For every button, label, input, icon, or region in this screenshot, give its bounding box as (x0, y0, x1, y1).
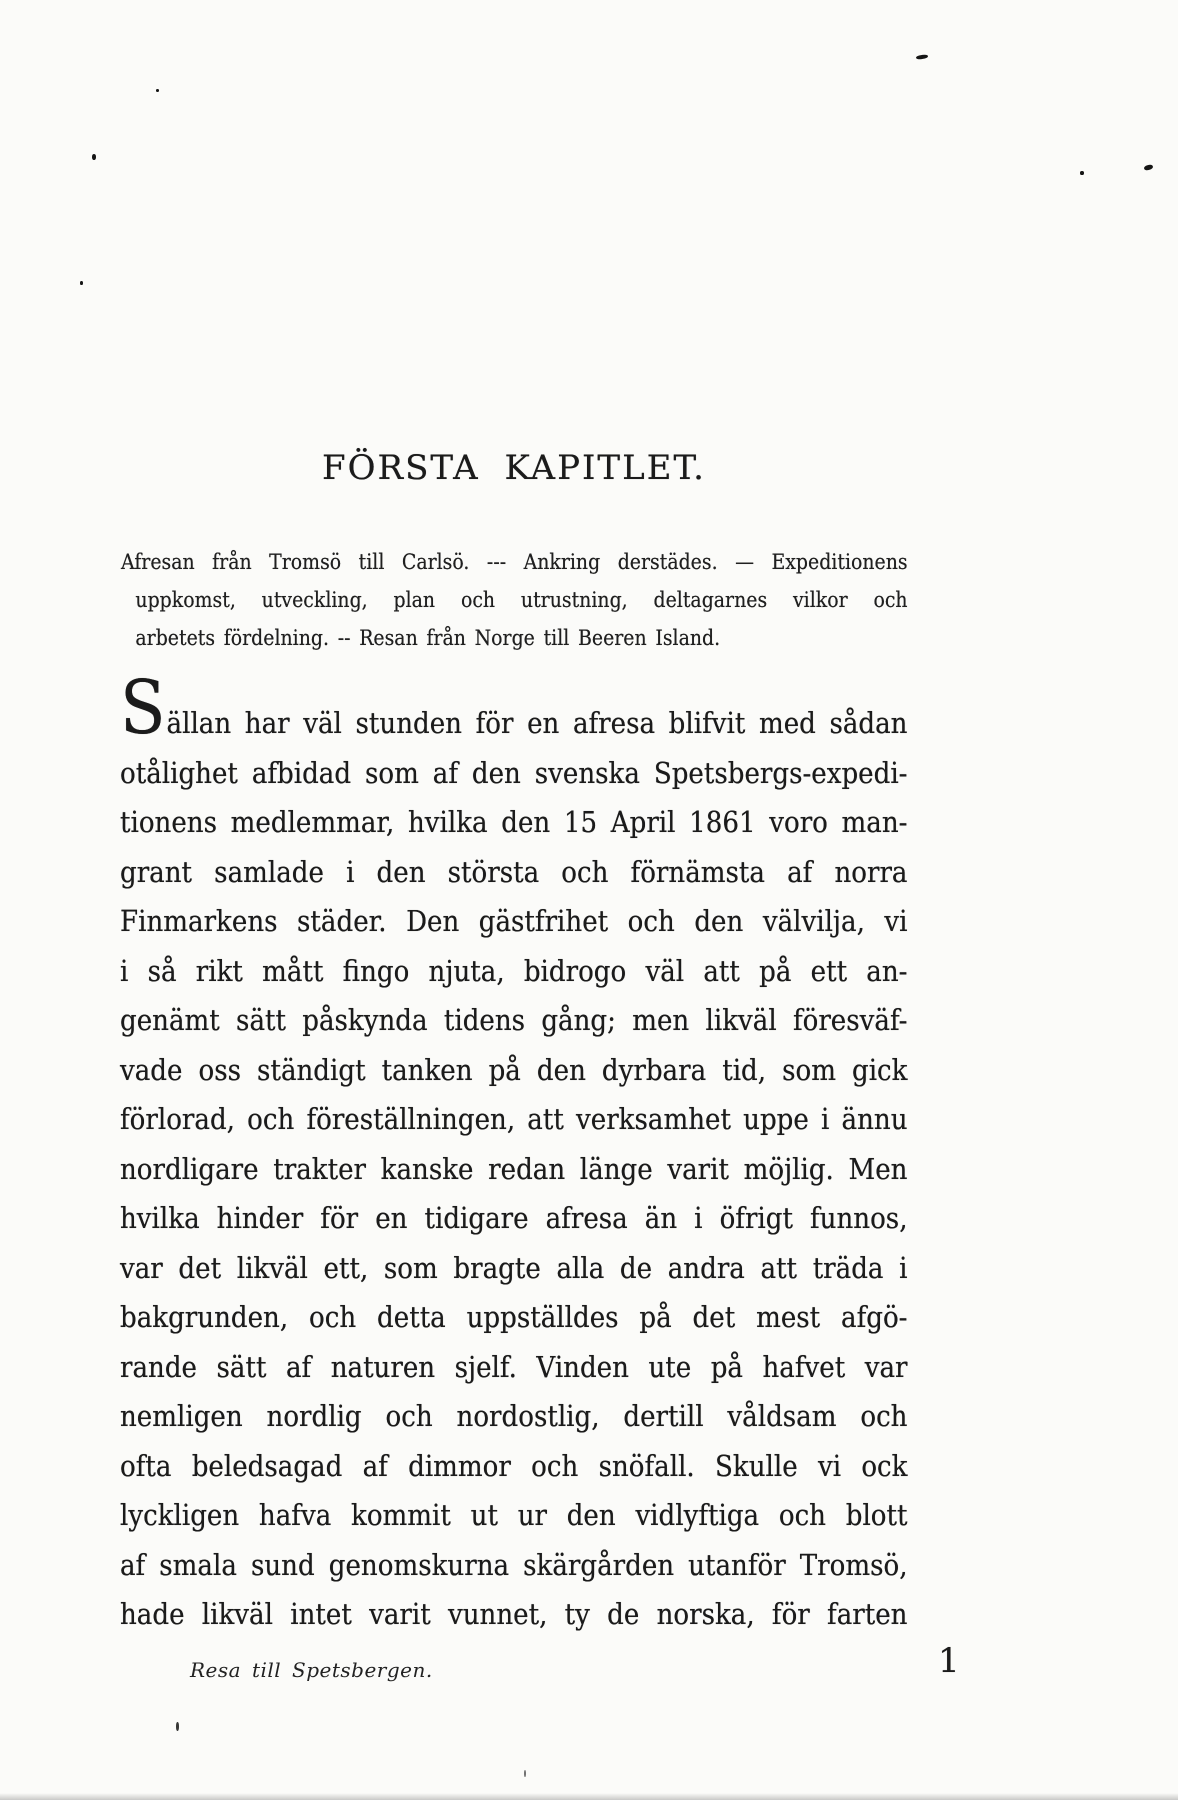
scan-speck (156, 89, 159, 92)
body-line: i så rikt mått fingo njuta, bidrogo väl att på ett an- (120, 953, 908, 988)
scan-speck (176, 1722, 179, 1731)
body-line: genämt sätt påskynda tidens gång; men likväl föresväf- (120, 1003, 908, 1037)
body-line: nemligen nordlig och nordostlig, dertill våldsam och (120, 1399, 908, 1433)
body-line: rande sätt af naturen sjelf. Vinden ute på hafvet var (120, 1349, 908, 1384)
body-paragraph (120, 665, 908, 1640)
initial-capital: S (120, 665, 167, 751)
page-number: 1 (938, 1641, 960, 1681)
body-line: nordligare trakter kanske redan länge varit möjlig. Men (120, 1151, 908, 1186)
chapter-heading: FÖRSTA KAPITLET. (322, 448, 706, 488)
body-line: grant samlade i den största och förnämsta af norra (120, 854, 908, 889)
body-line: hvilka hinder för en tidigare afresa än i öfrigt funnos, (120, 1201, 908, 1235)
body-line: tionens medlemmar, hvilka den 15 April 1861 voro man- (120, 805, 908, 839)
body-line: lyckligen hafva kommit ut ur den vidlyftiga och blott (120, 1498, 908, 1532)
scan-speck (916, 54, 928, 60)
body-line: bakgrunden, och detta uppställdes på det mest afgö- (120, 1300, 908, 1334)
body-line-text: ällan har väl stunden för en afresa blifvit med sådan (166, 706, 908, 740)
scan-speck (1080, 171, 1084, 175)
chapter-summary (121, 543, 908, 657)
body-line: var det likväl ett, som bragte alla de andra att träda i (120, 1250, 908, 1285)
body-line: hade likväl intet varit vunnet, ty de norska, för farten (120, 1597, 908, 1631)
summary-line: Afresan från Tromsö till Carlsö. --- Ankring derstädes. — Expeditionens (121, 550, 908, 574)
scan-speck (524, 1770, 526, 1777)
body-line: förlorad, och föreställningen, att verksamhet uppe i ännu (120, 1102, 908, 1136)
body-line: vade oss ständigt tanken på den dyrbara tid, som gick (120, 1052, 908, 1087)
body-line: af smala sund genomskurna skärgården utanför Tromsö, (120, 1547, 908, 1582)
summary-line: arbetets fördelning. -- Resan från Norge till Beeren Island. (135, 626, 721, 650)
body-line (120, 665, 908, 751)
scan-speck (80, 281, 83, 285)
body-line: otålighet afbidad som af den svenska Spetsbergs-expedi- (120, 755, 908, 790)
footer-catchword: Resa till Spetsbergen. (190, 1658, 433, 1682)
summary-line: uppkomst, utveckling, plan och utrustning, deltagarnes vilkor och (135, 588, 908, 612)
scan-speck (92, 154, 96, 160)
body-line: Finmarkens städer. Den gästfrihet och den välvilja, vi (120, 904, 908, 938)
scan-edge-shadow (0, 1793, 1178, 1800)
scan-speck (1144, 164, 1154, 171)
body-line: ofta beledsagad af dimmor och snöfall. Skulle vi ock (120, 1448, 908, 1483)
